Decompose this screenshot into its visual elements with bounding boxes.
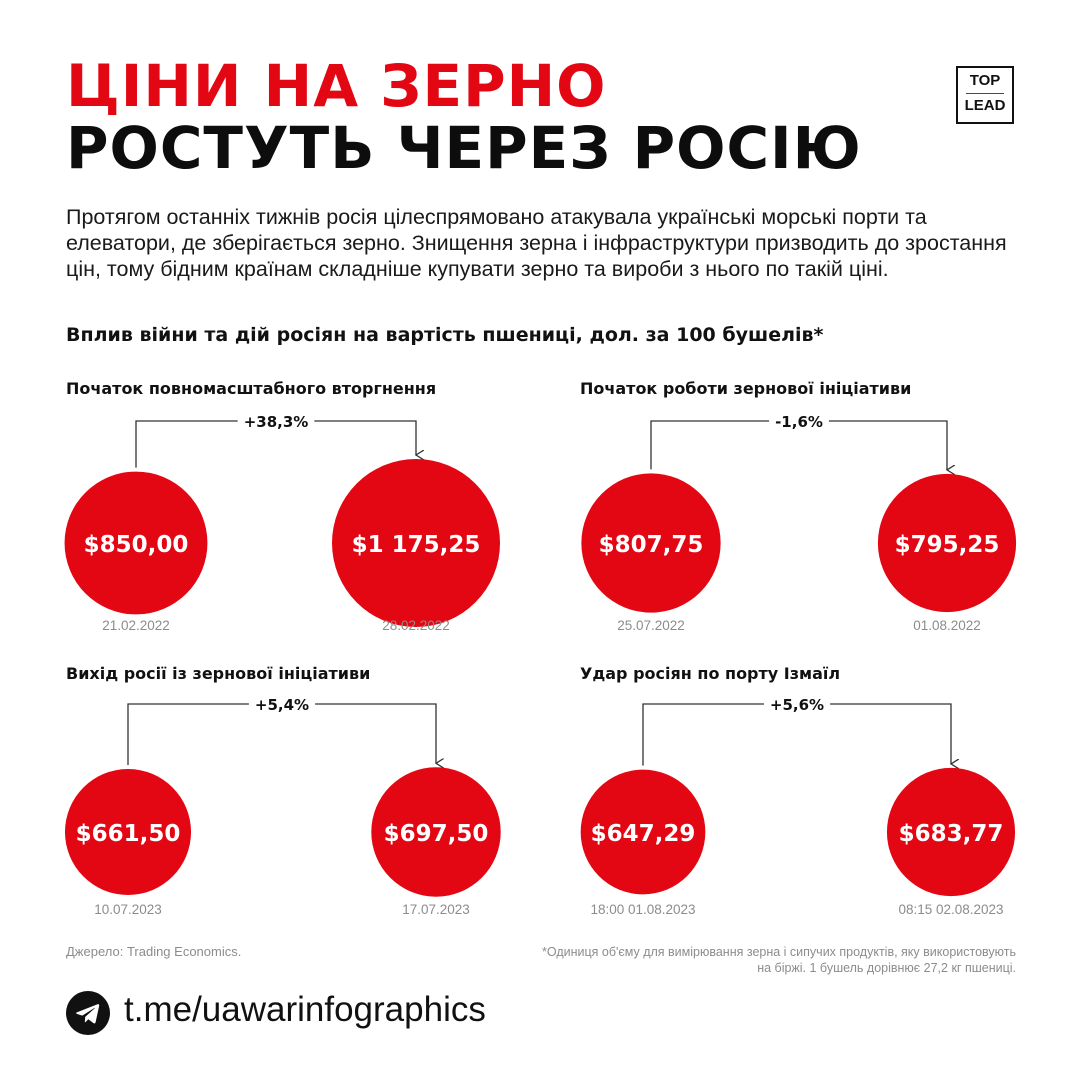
date-before: 18:00 01.08.2023 [590, 902, 696, 917]
date-after: 28.02.2022 [382, 618, 450, 633]
logo-bottom-text: LEAD [964, 97, 1006, 114]
bubble-after-value: $697,50 [383, 821, 489, 847]
source-note: Джерело: Trading Economics. [66, 944, 242, 959]
panel-label: Початок повномасштабного вторгнення [66, 379, 437, 398]
date-after: 01.08.2022 [913, 618, 981, 633]
connector-arrow [314, 421, 416, 455]
logo-top-text: TOP [969, 72, 1001, 89]
intro-paragraph: Протягом останніх тижнів росія цілеспрямовано атакувала українські морські порти та елеватори, де зберігається зерно. Знищення зерна і інфраструктури призводить до зростання цін, тому бідним країнам складніше купувати зерно та вироби з нього по такій ціні. [66, 205, 1007, 281]
panel-label: Удар росіян по порту Ізмаїл [580, 664, 841, 683]
title-line-2: РОСТУТЬ ЧЕРЕЗ РОСІЮ [66, 114, 862, 182]
panel-label: Вихід росії із зернової ініціативи [66, 664, 371, 683]
telegram-link[interactable]: t.me/uawarinfographics [124, 990, 486, 1029]
connector-left [128, 704, 249, 765]
change-label: +38,3% [243, 413, 309, 431]
connector-left [651, 421, 769, 469]
change-label: +5,4% [254, 696, 310, 714]
bubble-before-value: $661,50 [75, 821, 181, 847]
telegram-icon[interactable] [66, 991, 110, 1035]
bushel-footnote: *Одиниця об'єму для вимірювання зерна і сипучих продуктів, яку використовують на біржі. 1 бушель дорівнює 27,2 кг пшениці. [542, 945, 1016, 975]
bubble-before-value: $647,29 [590, 821, 696, 847]
change-label: -1,6% [775, 413, 823, 431]
bubble-after-value: $795,25 [894, 532, 1000, 558]
date-after: 08:15 02.08.2023 [898, 902, 1004, 917]
bubble-before-value: $807,75 [598, 532, 704, 558]
change-label: +5,6% [769, 696, 825, 714]
connector-left [136, 421, 238, 468]
date-before: 10.07.2023 [94, 902, 162, 917]
bubble-after-value: $683,77 [898, 821, 1004, 847]
title-line-1: ЦІНИ НА ЗЕРНО [66, 52, 607, 120]
date-after: 17.07.2023 [402, 902, 470, 917]
bubble-after-value: $1 175,25 [351, 532, 481, 558]
panel-label: Початок роботи зернової ініціативи [580, 379, 912, 398]
chart-title: Вплив війни та дій росіян на вартість пшениці, дол. за 100 бушелів* [66, 324, 824, 346]
bubble-before-value: $850,00 [83, 532, 189, 558]
connector-arrow [315, 704, 436, 763]
connector-arrow [830, 704, 951, 764]
date-before: 21.02.2022 [102, 618, 170, 633]
date-before: 25.07.2022 [617, 618, 685, 633]
connector-left [643, 704, 764, 766]
connector-arrow [829, 421, 947, 470]
